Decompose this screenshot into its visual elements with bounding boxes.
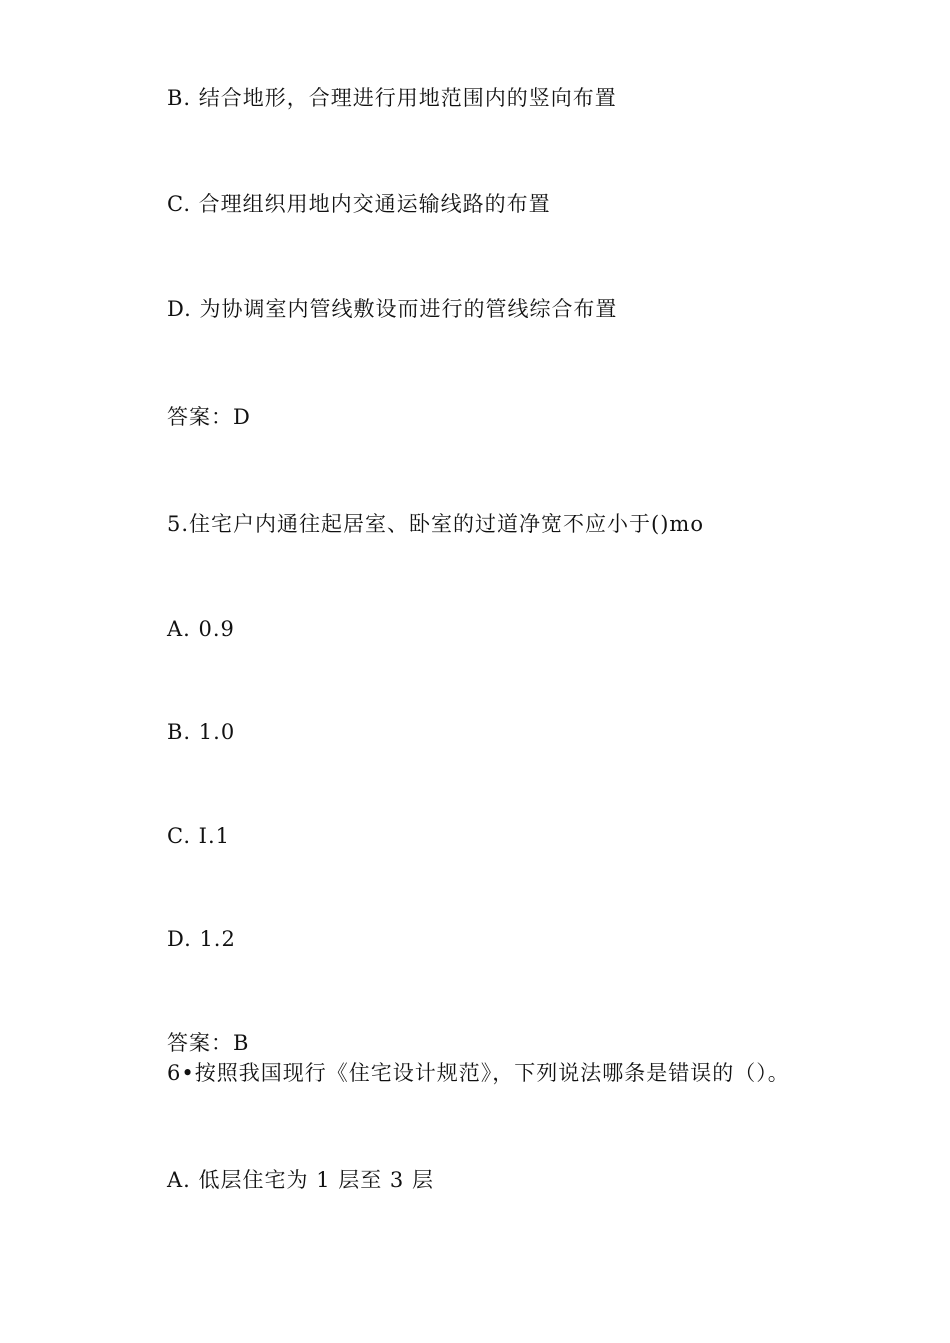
option-b-q4: B. 结合地形，合理进行用地范围内的竖向布置 bbox=[167, 86, 617, 110]
option-a-q5: A. 0.9 bbox=[167, 617, 235, 641]
option-c-q5: C. I.1 bbox=[167, 824, 231, 848]
answer-q4: 答案：D bbox=[167, 405, 251, 429]
question-6: 6•按照我国现行《住宅设计规范》，下列说法哪条是错误的（）。 bbox=[167, 1061, 790, 1085]
option-b-q5: B. 1.0 bbox=[167, 720, 236, 744]
option-a-q6: A. 低层住宅为 1 层至 3 层 bbox=[167, 1168, 434, 1192]
option-d-q4: D. 为协调室内管线敷设而进行的管线综合布置 bbox=[167, 297, 618, 321]
option-d-q5: D. 1.2 bbox=[167, 927, 236, 951]
option-c-q4: C. 合理组织用地内交通运输线路的布置 bbox=[167, 192, 551, 216]
answer-q5: 答案：B bbox=[167, 1031, 250, 1055]
question-5: 5.住宅户内通往起居室、卧室的过道净宽不应小于()mo bbox=[167, 512, 704, 536]
